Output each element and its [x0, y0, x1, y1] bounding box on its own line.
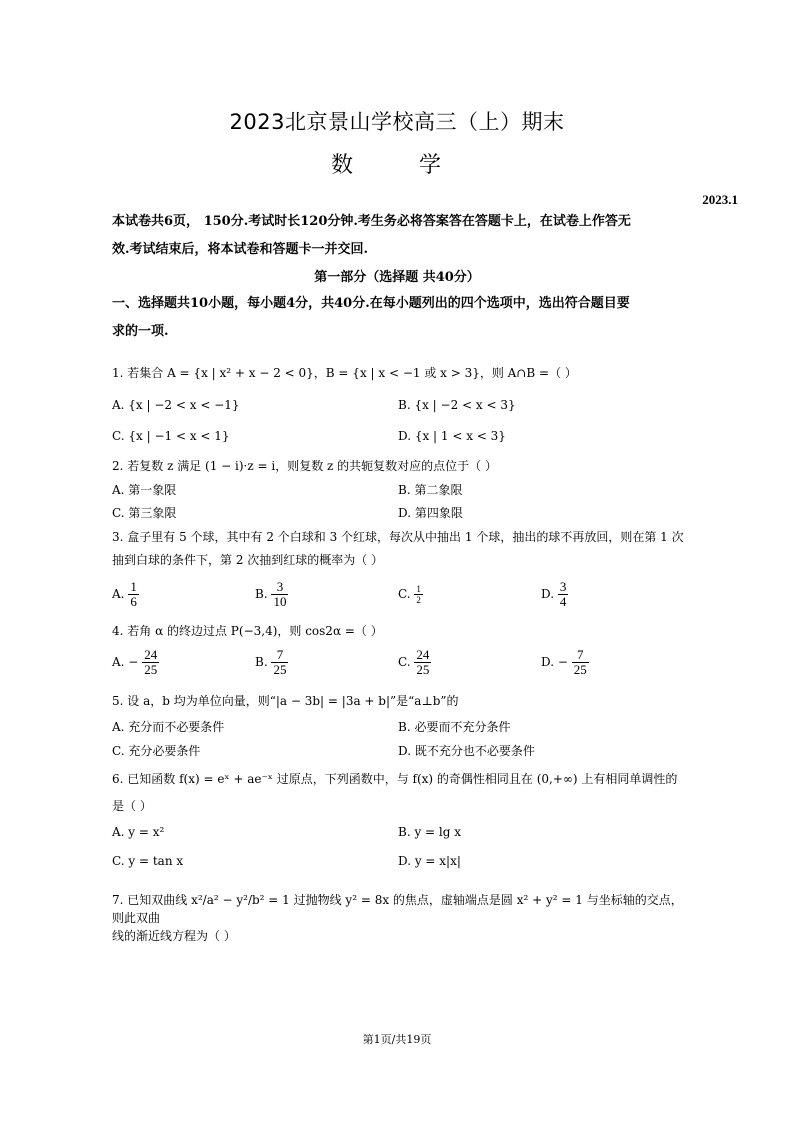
- q4-option-c: C. $\frac{24}{25}$: [398, 647, 430, 677]
- q6-stem-line-2: 是（ ）: [112, 799, 152, 813]
- q3-option-c: C. $\frac{1}{2}$: [398, 584, 421, 605]
- page-footer: 第1页/共19页: [362, 1033, 432, 1046]
- exam-subject: 数 学: [330, 153, 463, 178]
- q3-stem-line-2: 抽到白球的条件下，第 2 次抽到红球的概率为（ ）: [112, 553, 384, 567]
- q2-option-a: A. 第一象限: [112, 483, 177, 497]
- q7-stem-line-1: 7. 已知双曲线 x²/a² − y²/b² = 1 过抛物线 y² = 8x 的焦点，虚轴端点是圆 x² + y² = 1 与坐标轴的交点，则此双曲: [112, 893, 683, 925]
- q1-option-d: D. {x | 1 < x < 3}: [398, 429, 506, 443]
- fraction: $\frac{24}{25}$: [416, 647, 430, 677]
- q5-option-b: B. 必要而不充分条件: [398, 720, 511, 734]
- q1-stem: 1. 若集合 A = {x | x² + x − 2 < 0}，B = {x | x < −1 或 x > 3}，则 A∩B =（ ）: [112, 366, 577, 380]
- q2-option-c: C. 第三象限: [112, 506, 177, 520]
- exam-title: 2023北京景山学校高三（上）期末: [229, 110, 565, 134]
- q5-option-d: D. 既不充分也不必要条件: [398, 744, 535, 758]
- fraction: $\frac{24}{25}$: [144, 647, 158, 677]
- section-instruction-1: 一、选择题共10小题，每小题4分，共40分.在每小题列出的四个选项中，选出符合题目要: [112, 296, 630, 311]
- q1-option-b: B. {x | −2 < x < 3}: [398, 398, 516, 412]
- part-heading: 第一部分（选择题 共40分）: [314, 270, 480, 285]
- fraction: $\frac{7}{25}$: [573, 647, 587, 677]
- q5-option-a: A. 充分而不必要条件: [112, 720, 225, 734]
- fraction: $\frac{1}{2}$: [416, 584, 421, 605]
- intro-line-2: 效.考试结束后，将本试卷和答题卡一并交回.: [112, 242, 369, 257]
- q2-option-b: B. 第二象限: [398, 483, 463, 497]
- fraction: $\frac{3}{4}$: [559, 579, 567, 609]
- q4-option-d: D. − $\frac{7}{25}$: [541, 647, 587, 677]
- q1-option-a: A. {x | −2 < x < −1}: [112, 398, 240, 412]
- q6-stem-line-1: 6. 已知函数 f(x) = eˣ + ae⁻ˣ 过原点，下列函数中，与 f(x) 的奇偶性相同且在 (0,+∞) 上有相同单调性的: [112, 772, 678, 786]
- q6-option-b: B. y = lg x: [398, 825, 462, 839]
- q2-stem: 2. 若复数 z 满足 (1 − i)·z = i，则复数 z 的共轭复数对应的点位于（ ）: [112, 459, 497, 473]
- q6-option-a: A. y = x²: [112, 825, 165, 839]
- q4-stem: 4. 若角 α 的终边过点 P(−3,4)，则 cos2α =（ ）: [112, 624, 383, 638]
- fraction: $\frac{1}{6}$: [130, 579, 137, 609]
- q5-stem: 5. 设 a，b 均为单位向量，则“|a − 3b| = |3a + b|”是“a⊥b”的: [112, 694, 459, 708]
- section-instruction-2: 求的一项.: [112, 324, 169, 339]
- q6-option-d: D. y = x|x|: [398, 854, 461, 868]
- exam-date: 2023.1: [702, 192, 738, 207]
- q3-option-b: B. $\frac{3}{10}$: [255, 579, 287, 609]
- q1-option-c: C. {x | −1 < x < 1}: [112, 429, 230, 443]
- q3-stem-line-1: 3. 盒子里有 5 个球，其中有 2 个白球和 3 个红球，每次从中抽出 1 个球，抽出的球不再放回，则在第 1 次: [112, 530, 684, 544]
- q6-option-c: C. y = tan x: [112, 854, 184, 868]
- q7-stem-line-2: 线的渐近线方程为（ ）: [112, 929, 236, 943]
- q4-option-b: B. $\frac{7}{25}$: [255, 647, 287, 677]
- fraction: $\frac{7}{25}$: [273, 647, 287, 677]
- q5-option-c: C. 充分必要条件: [112, 744, 201, 758]
- q3-option-d: D. $\frac{3}{4}$: [541, 579, 567, 609]
- q2-option-d: D. 第四象限: [398, 506, 463, 520]
- q3-option-a: A. $\frac{1}{6}$: [112, 579, 137, 609]
- fraction: $\frac{3}{10}$: [273, 579, 287, 609]
- q4-option-a: A. − $\frac{24}{25}$: [112, 647, 158, 677]
- intro-line-1: 本试卷共6页， 150分.考试时长120分钟.考生务必将答案答在答题卡上，在试卷上作答无: [112, 214, 631, 229]
